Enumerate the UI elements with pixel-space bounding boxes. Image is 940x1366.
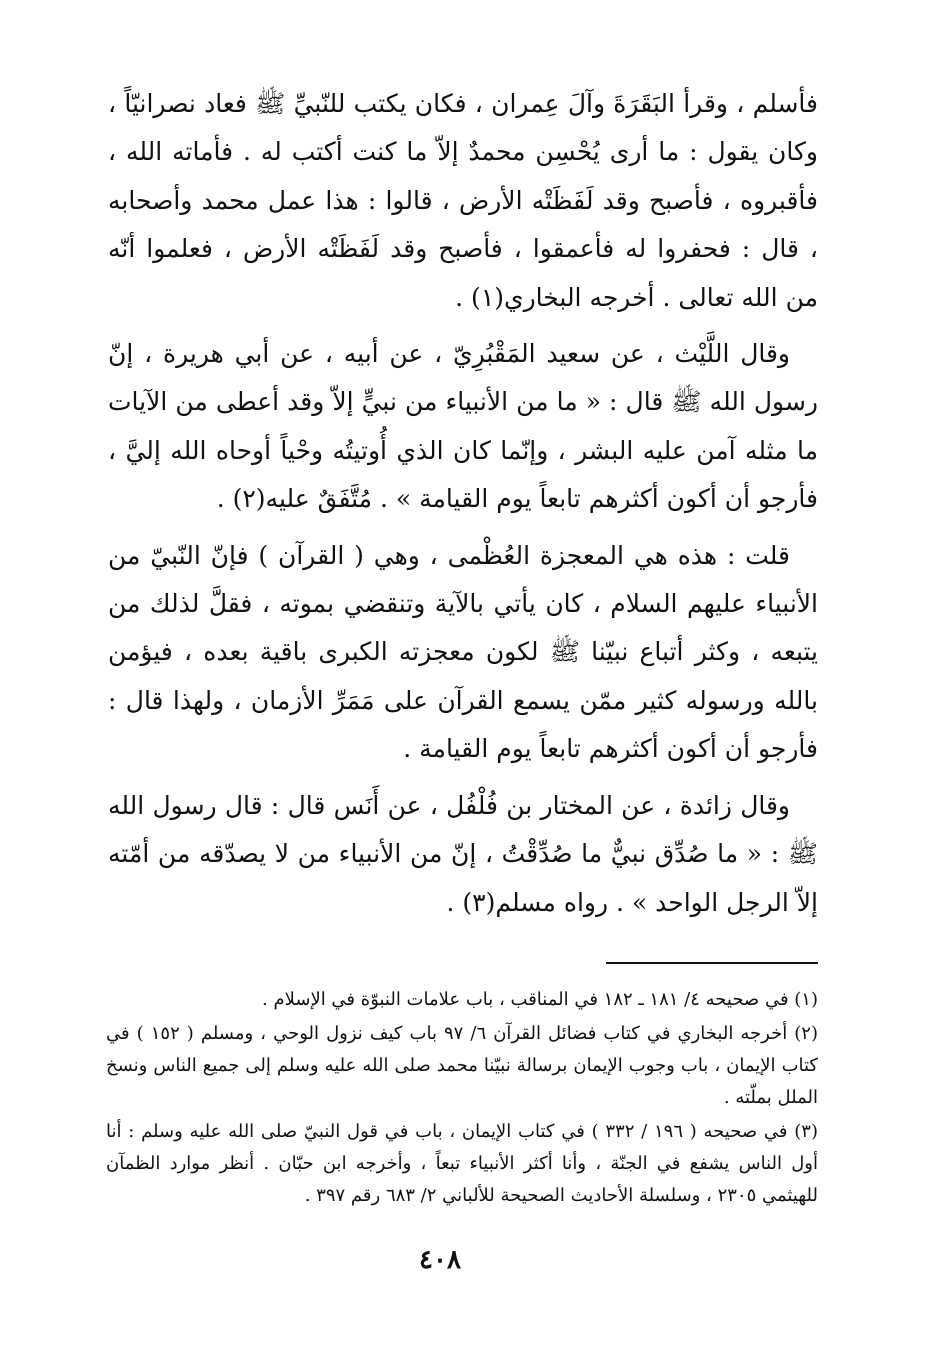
footnotes-block <box>106 984 818 1214</box>
footnote-3: (٣) في صحيحه ( ١٩٦ / ٣٣٢ ) في كتاب الإيمان ، باب في قول النبيّ صلى الله عليه وسلم : أنا أول الناس يشفع في الجنّة ، وأنا أكثر الأنبياء تبعاً ، وأخرجه ابن حبّان . أنظر موارد الظمآن للهيثمي ٢٣٠٥ ، وسلسلة الأحاديث الصحيحة للألباني ٢/ ٦٨٣ رقم ٣٩٧ . <box>106 1121 818 1206</box>
footnote-2: (٢) أخرجه البخاري في كتاب فضائل القرآن ٦/ ٩٧ باب كيف نزول الوحي ، ومسلم ( ١٥٢ ) في كتاب الإيمان ، باب وجوب الإيمان برسالة نبيّنا محمد صلى الله عليه وسلم إلى جميع الناس ونسخ الملل بملّته . <box>106 1023 818 1108</box>
main-text-block <box>108 80 818 935</box>
footnote-separator-rule <box>606 962 818 964</box>
paragraph-1: فأسلم ، وقرأ البَقَرَةَ وآلَ عِمران ، فكان يكتب للنّبيِّ ﷺ فعاد نصرانيّاً ، وكان يقول : ما أرى يُحْسِن محمدٌ إلاّ ما كنت أكتب له . فأماته الله ، فأقبروه ، فأصبح وقد لَفَظَتْه الأرض ، قالوا : هذا عمل محمد وأصحابه ، قال : فحفروا له فأعمقوا ، فأصبح وقد لَفَظَتْه الأرض ، فعلموا أنّه من الله تعالى . أخرجه البخاري(١) . <box>108 89 818 312</box>
footnote-1: (١) في صحيحه ٤/ ١٨١ ـ ١٨٢ في المناقب ، باب علامات النبوّة في الإسلام . <box>262 989 818 1010</box>
page-number: ٤٠٨ <box>419 1245 461 1275</box>
paragraph-4: وقال زائدة ، عن المختار بن فُلْفُل ، عن أَنَس قال : قال رسول الله ﷺ : « ما صُدِّق نبيٌّ ما صُدِّقْتُ ، إنّ من الأنبياء من لا يصدّقه من أمّته إلاّ الرجل الواحد » . رواه مسلم(٣) . <box>108 790 818 917</box>
paragraph-2: وقال اللَّيْث ، عن سعيد المَقْبُرِيّ ، عن أبيه ، عن أبي هريرة ، إنّ رسول الله ﷺ قال : « ما من الأنبياء من نبيٍّ إلاّ وقد أعطى من الآيات ما مثله آمن عليه البشر ، وإنّما كان الذي أُوتيتُه وحْياً أوحاه الله إليَّ ، فأرجو أن أكون أكثرهم تابعاً يوم القيامة » . مُتَّفَقٌ عليه(٢) . <box>108 339 818 514</box>
paragraph-3: قلت : هذه هي المعجزة العُظْمى ، وهي ( القرآن ) فإنّ النّبيّ من الأنبياء عليهم السلام ، كان يأتي بالآية وتنقضي بموته ، فقلَّ لذلك من يتبعه ، وكثر أتباع نبيّنا ﷺ لكون معجزته الكبرى باقية بعده ، فيؤمن بالله ورسوله كثير ممّن يسمع القرآن على مَمَرِّ الأزمان ، ولهذا قال : فأرجو أن أكون أكثرهم تابعاً يوم القيامة . <box>108 540 818 764</box>
